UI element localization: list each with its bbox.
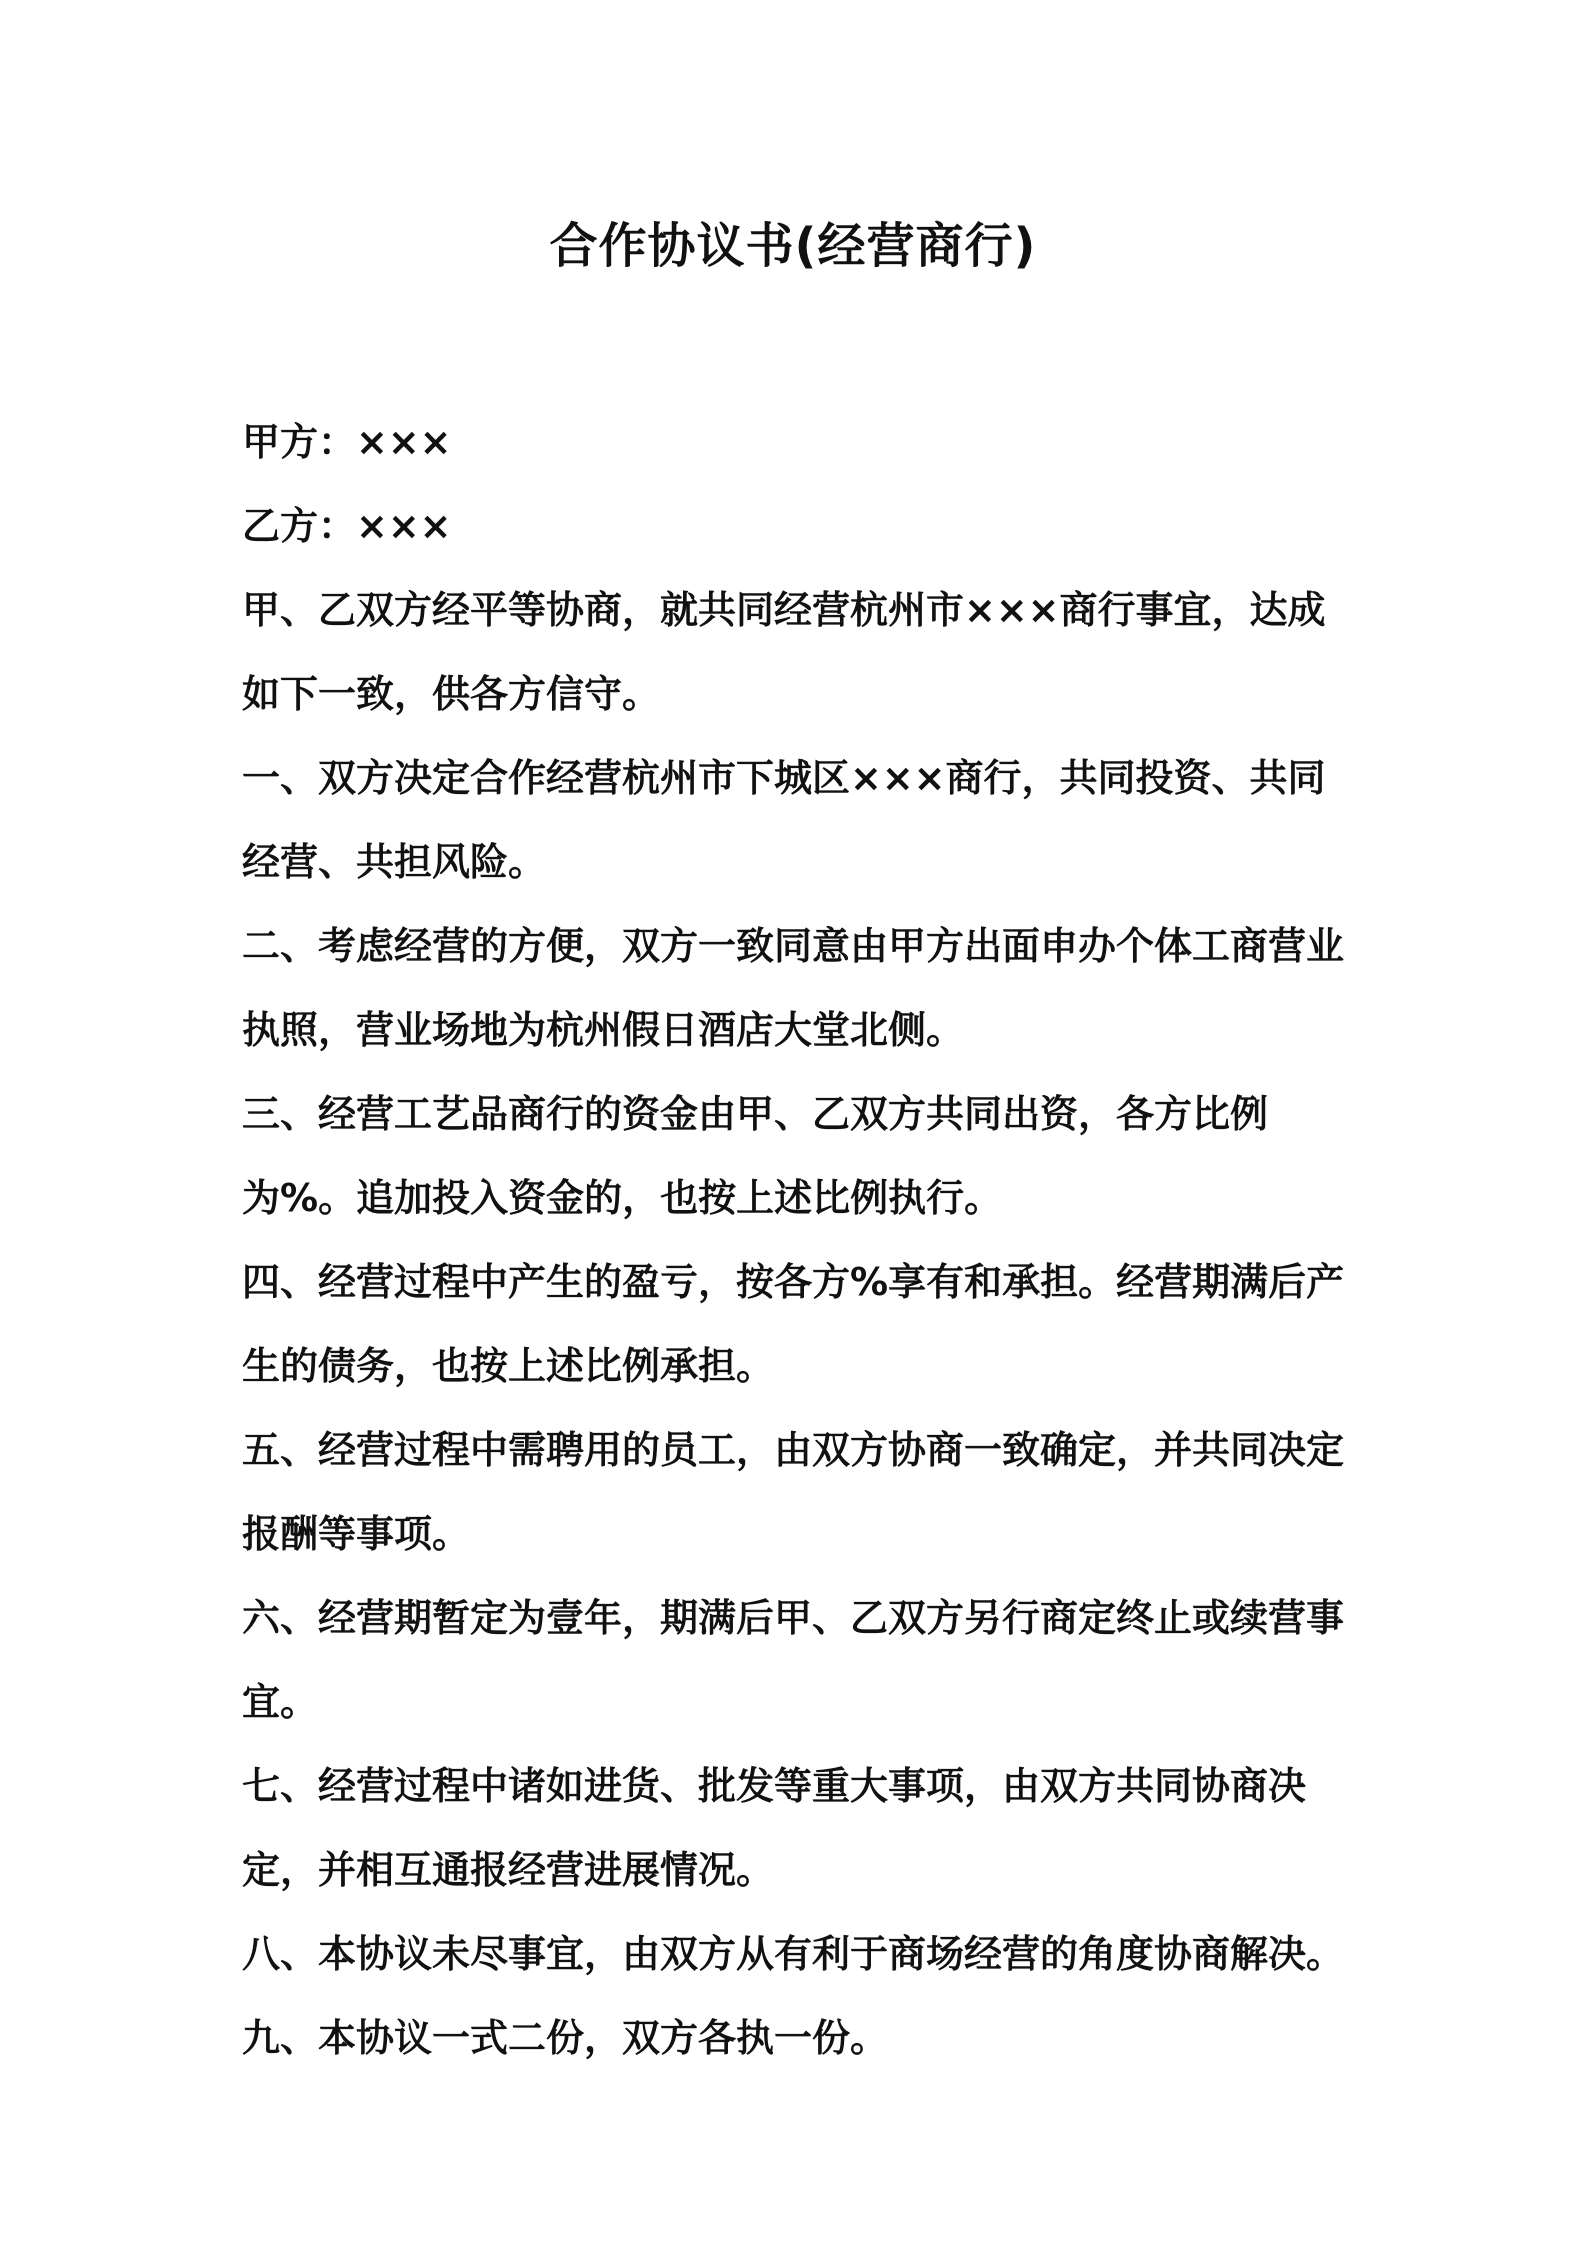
clause-5: 五、经营过程中需聘用的员工，由双方协商一致确定，并共同决定报酬等事项。: [242, 1428, 1345, 1556]
intro-paragraph: 甲、乙双方经平等协商，就共同经营杭州市×××商行事宜，达成如下一致，供各方信守。: [242, 588, 1326, 716]
clause-9: 九、本协议一式二份，双方各执一份。: [242, 2016, 889, 2060]
clause-3: 三、经营工艺品商行的资金由甲、乙双方共同出资，各方比例为%。追加投入资金的，也按上述比例执行。: [242, 1092, 1269, 1220]
document-title: 合作协议书(经营商行): [549, 218, 1037, 274]
clause-1: 一、双方决定合作经营杭州市下城区×××商行，共同投资、共同经营、共担风险。: [242, 756, 1326, 884]
party-b-line: 乙方：×××: [242, 504, 452, 548]
party-a-line: 甲方：×××: [242, 420, 452, 464]
clause-8: 八、本协议未尽事宜，由双方从有利于商场经营的角度协商解决。: [242, 1932, 1345, 1976]
document-body: [242, 400, 1352, 2080]
clause-4: 四、经营过程中产生的盈亏，按各方%享有和承担。经营期满后产生的债务，也按上述比例承担。: [242, 1260, 1345, 1388]
clause-2: 二、考虑经营的方便，双方一致同意由甲方出面申办个体工商营业执照，营业场地为杭州假日酒店大堂北侧。: [242, 924, 1345, 1052]
clause-7: 七、经营过程中诸如进货、批发等重大事项，由双方共同协商决定，并相互通报经营进展情况。: [242, 1764, 1307, 1892]
clause-6: 六、经营期暂定为壹年，期满后甲、乙双方另行商定终止或续营事宜。: [242, 1596, 1345, 1724]
